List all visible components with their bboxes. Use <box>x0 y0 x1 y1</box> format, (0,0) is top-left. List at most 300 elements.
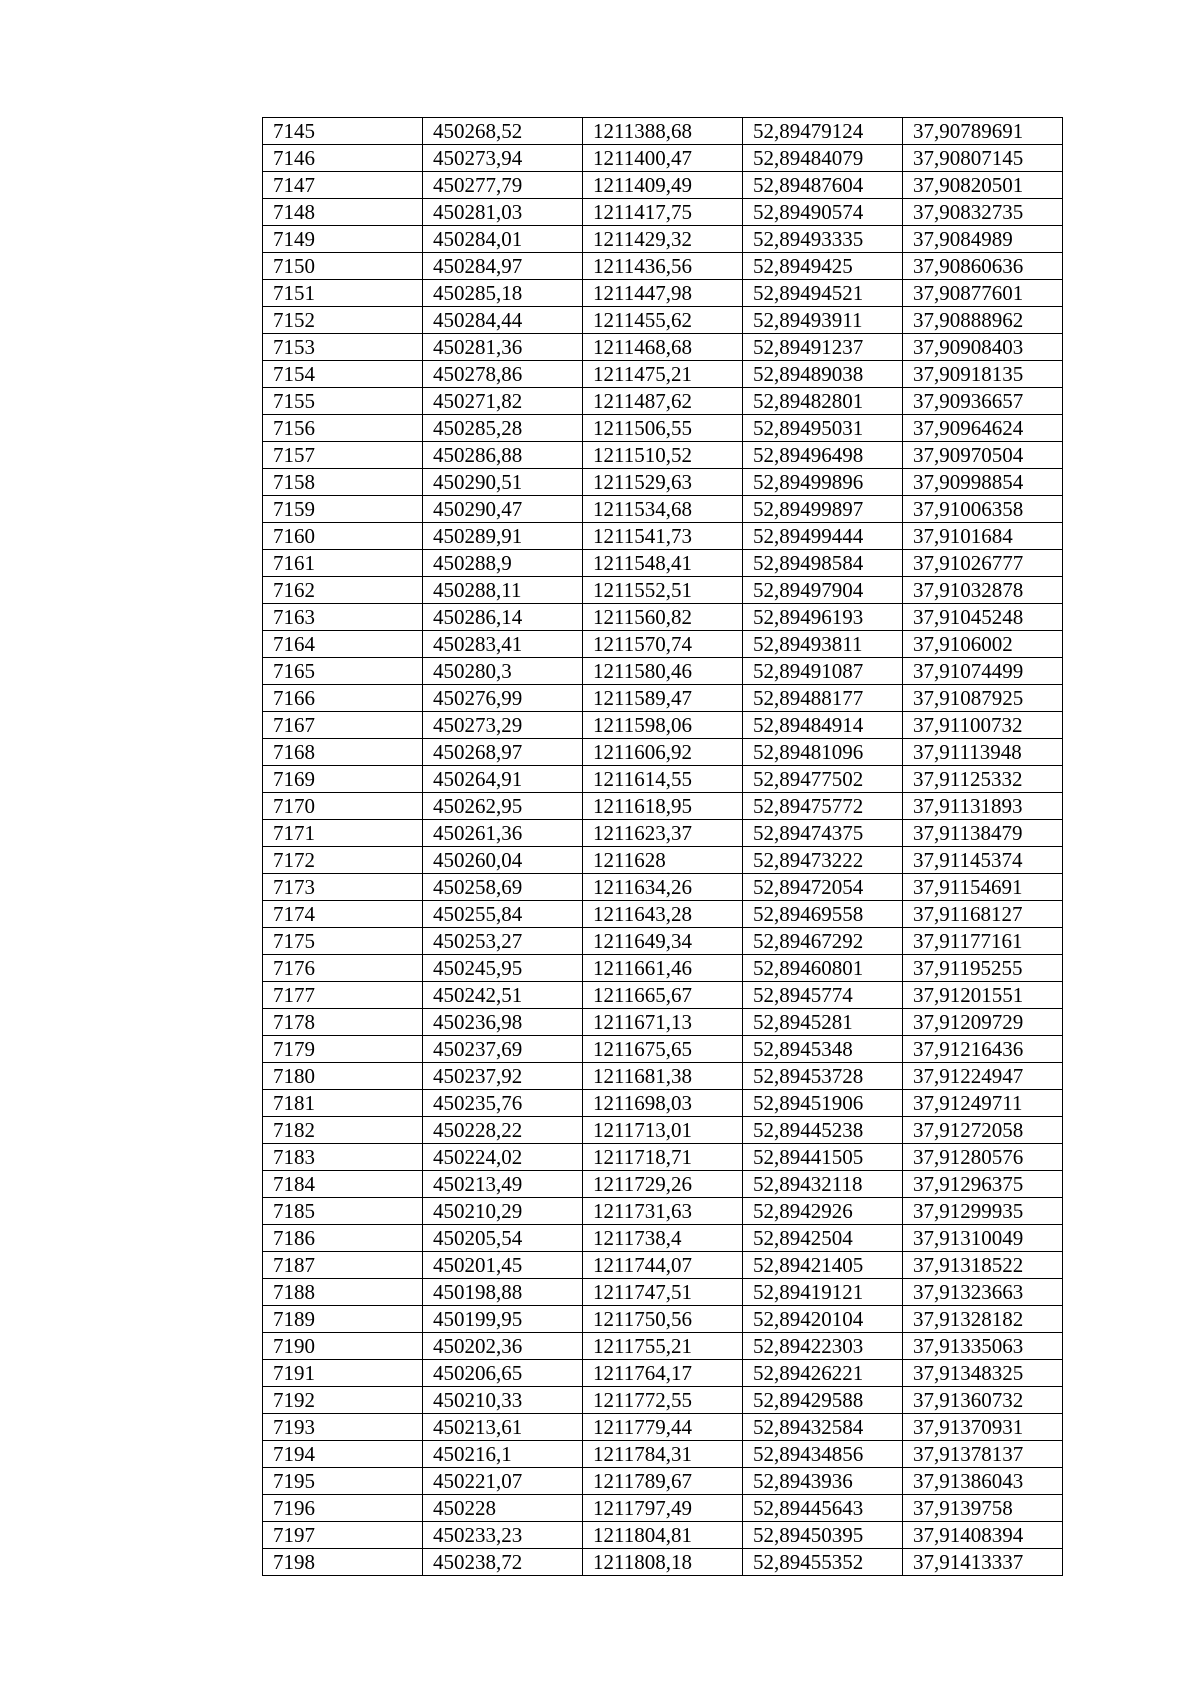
latitude-cell: 52,89445238 <box>743 1117 903 1144</box>
table-row <box>263 766 1063 793</box>
latitude-cell: 52,89493811 <box>743 631 903 658</box>
latitude-cell: 52,8945348 <box>743 1036 903 1063</box>
x-coordinate-cell: 450201,45 <box>423 1252 583 1279</box>
latitude-cell: 52,89441505 <box>743 1144 903 1171</box>
longitude-cell: 37,91318522 <box>903 1252 1063 1279</box>
point-number-cell: 7167 <box>263 712 423 739</box>
point-number-cell: 7170 <box>263 793 423 820</box>
point-number-cell: 7164 <box>263 631 423 658</box>
point-number-cell: 7161 <box>263 550 423 577</box>
latitude-cell: 52,89499897 <box>743 496 903 523</box>
table-row <box>263 1441 1063 1468</box>
table-row <box>263 874 1063 901</box>
table-row <box>263 145 1063 172</box>
latitude-cell: 52,89453728 <box>743 1063 903 1090</box>
longitude-cell: 37,91138479 <box>903 820 1063 847</box>
table-row <box>263 1414 1063 1441</box>
longitude-cell: 37,91201551 <box>903 982 1063 1009</box>
longitude-cell: 37,91145374 <box>903 847 1063 874</box>
longitude-cell: 37,91224947 <box>903 1063 1063 1090</box>
longitude-cell: 37,90888962 <box>903 307 1063 334</box>
point-number-cell: 7179 <box>263 1036 423 1063</box>
x-coordinate-cell: 450277,79 <box>423 172 583 199</box>
point-number-cell: 7184 <box>263 1171 423 1198</box>
longitude-cell: 37,9084989 <box>903 226 1063 253</box>
y-coordinate-cell: 1211436,56 <box>583 253 743 280</box>
latitude-cell: 52,89473222 <box>743 847 903 874</box>
y-coordinate-cell: 1211548,41 <box>583 550 743 577</box>
x-coordinate-cell: 450271,82 <box>423 388 583 415</box>
y-coordinate-cell: 1211506,55 <box>583 415 743 442</box>
latitude-cell: 52,89450395 <box>743 1522 903 1549</box>
point-number-cell: 7182 <box>263 1117 423 1144</box>
latitude-cell: 52,89434856 <box>743 1441 903 1468</box>
table-row <box>263 1306 1063 1333</box>
longitude-cell: 37,90832735 <box>903 199 1063 226</box>
latitude-cell: 52,89422303 <box>743 1333 903 1360</box>
latitude-cell: 52,89496193 <box>743 604 903 631</box>
longitude-cell: 37,91168127 <box>903 901 1063 928</box>
longitude-cell: 37,90860636 <box>903 253 1063 280</box>
y-coordinate-cell: 1211675,65 <box>583 1036 743 1063</box>
x-coordinate-cell: 450237,92 <box>423 1063 583 1090</box>
y-coordinate-cell: 1211779,44 <box>583 1414 743 1441</box>
latitude-cell: 52,89493335 <box>743 226 903 253</box>
x-coordinate-cell: 450278,86 <box>423 361 583 388</box>
point-number-cell: 7166 <box>263 685 423 712</box>
point-number-cell: 7190 <box>263 1333 423 1360</box>
point-number-cell: 7193 <box>263 1414 423 1441</box>
y-coordinate-cell: 1211487,62 <box>583 388 743 415</box>
longitude-cell: 37,91296375 <box>903 1171 1063 1198</box>
longitude-cell: 37,91280576 <box>903 1144 1063 1171</box>
longitude-cell: 37,91386043 <box>903 1468 1063 1495</box>
y-coordinate-cell: 1211744,07 <box>583 1252 743 1279</box>
latitude-cell: 52,89489038 <box>743 361 903 388</box>
table-row <box>263 820 1063 847</box>
x-coordinate-cell: 450285,28 <box>423 415 583 442</box>
latitude-cell: 52,89496498 <box>743 442 903 469</box>
latitude-cell: 52,89469558 <box>743 901 903 928</box>
y-coordinate-cell: 1211475,21 <box>583 361 743 388</box>
x-coordinate-cell: 450289,91 <box>423 523 583 550</box>
longitude-cell: 37,91348325 <box>903 1360 1063 1387</box>
table-row <box>263 847 1063 874</box>
x-coordinate-cell: 450286,88 <box>423 442 583 469</box>
latitude-cell: 52,89495031 <box>743 415 903 442</box>
table-row <box>263 685 1063 712</box>
point-number-cell: 7183 <box>263 1144 423 1171</box>
point-number-cell: 7147 <box>263 172 423 199</box>
x-coordinate-cell: 450199,95 <box>423 1306 583 1333</box>
table-row <box>263 442 1063 469</box>
table-row <box>263 307 1063 334</box>
point-number-cell: 7186 <box>263 1225 423 1252</box>
y-coordinate-cell: 1211400,47 <box>583 145 743 172</box>
longitude-cell: 37,91131893 <box>903 793 1063 820</box>
longitude-cell: 37,91249711 <box>903 1090 1063 1117</box>
longitude-cell: 37,9139758 <box>903 1495 1063 1522</box>
latitude-cell: 52,89479124 <box>743 118 903 145</box>
longitude-cell: 37,91125332 <box>903 766 1063 793</box>
point-number-cell: 7158 <box>263 469 423 496</box>
point-number-cell: 7192 <box>263 1387 423 1414</box>
y-coordinate-cell: 1211570,74 <box>583 631 743 658</box>
y-coordinate-cell: 1211388,68 <box>583 118 743 145</box>
table-row <box>263 361 1063 388</box>
x-coordinate-cell: 450290,47 <box>423 496 583 523</box>
point-number-cell: 7145 <box>263 118 423 145</box>
latitude-cell: 52,89484914 <box>743 712 903 739</box>
x-coordinate-cell: 450288,9 <box>423 550 583 577</box>
latitude-cell: 52,8945281 <box>743 1009 903 1036</box>
point-number-cell: 7176 <box>263 955 423 982</box>
longitude-cell: 37,91310049 <box>903 1225 1063 1252</box>
point-number-cell: 7185 <box>263 1198 423 1225</box>
x-coordinate-cell: 450273,29 <box>423 712 583 739</box>
table-row <box>263 523 1063 550</box>
longitude-cell: 37,90964624 <box>903 415 1063 442</box>
latitude-cell: 52,89475772 <box>743 793 903 820</box>
point-number-cell: 7174 <box>263 901 423 928</box>
y-coordinate-cell: 1211764,17 <box>583 1360 743 1387</box>
x-coordinate-cell: 450280,3 <box>423 658 583 685</box>
x-coordinate-cell: 450202,36 <box>423 1333 583 1360</box>
longitude-cell: 37,91408394 <box>903 1522 1063 1549</box>
point-number-cell: 7151 <box>263 280 423 307</box>
x-coordinate-cell: 450205,54 <box>423 1225 583 1252</box>
latitude-cell: 52,89481096 <box>743 739 903 766</box>
latitude-cell: 52,8942504 <box>743 1225 903 1252</box>
x-coordinate-cell: 450198,88 <box>423 1279 583 1306</box>
table-row <box>263 1468 1063 1495</box>
x-coordinate-cell: 450238,72 <box>423 1549 583 1576</box>
x-coordinate-cell: 450228,22 <box>423 1117 583 1144</box>
y-coordinate-cell: 1211784,31 <box>583 1441 743 1468</box>
y-coordinate-cell: 1211560,82 <box>583 604 743 631</box>
x-coordinate-cell: 450262,95 <box>423 793 583 820</box>
table-row <box>263 658 1063 685</box>
point-number-cell: 7191 <box>263 1360 423 1387</box>
table-row <box>263 955 1063 982</box>
y-coordinate-cell: 1211510,52 <box>583 442 743 469</box>
latitude-cell: 52,89472054 <box>743 874 903 901</box>
table-row <box>263 1252 1063 1279</box>
longitude-cell: 37,91335063 <box>903 1333 1063 1360</box>
latitude-cell: 52,89490574 <box>743 199 903 226</box>
point-number-cell: 7178 <box>263 1009 423 1036</box>
x-coordinate-cell: 450268,97 <box>423 739 583 766</box>
y-coordinate-cell: 1211713,01 <box>583 1117 743 1144</box>
x-coordinate-cell: 450228 <box>423 1495 583 1522</box>
longitude-cell: 37,91209729 <box>903 1009 1063 1036</box>
table-row <box>263 253 1063 280</box>
y-coordinate-cell: 1211804,81 <box>583 1522 743 1549</box>
table-row <box>263 793 1063 820</box>
latitude-cell: 52,89488177 <box>743 685 903 712</box>
x-coordinate-cell: 450283,41 <box>423 631 583 658</box>
longitude-cell: 37,91299935 <box>903 1198 1063 1225</box>
point-number-cell: 7195 <box>263 1468 423 1495</box>
latitude-cell: 52,8943936 <box>743 1468 903 1495</box>
point-number-cell: 7155 <box>263 388 423 415</box>
y-coordinate-cell: 1211552,51 <box>583 577 743 604</box>
x-coordinate-cell: 450221,07 <box>423 1468 583 1495</box>
latitude-cell: 52,89467292 <box>743 928 903 955</box>
y-coordinate-cell: 1211409,49 <box>583 172 743 199</box>
x-coordinate-cell: 450264,91 <box>423 766 583 793</box>
latitude-cell: 52,8949425 <box>743 253 903 280</box>
point-number-cell: 7157 <box>263 442 423 469</box>
table-row <box>263 1009 1063 1036</box>
y-coordinate-cell: 1211789,67 <box>583 1468 743 1495</box>
x-coordinate-cell: 450242,51 <box>423 982 583 1009</box>
longitude-cell: 37,91074499 <box>903 658 1063 685</box>
latitude-cell: 52,89491087 <box>743 658 903 685</box>
longitude-cell: 37,91100732 <box>903 712 1063 739</box>
x-coordinate-cell: 450206,65 <box>423 1360 583 1387</box>
table-row <box>263 172 1063 199</box>
latitude-cell: 52,89460801 <box>743 955 903 982</box>
longitude-cell: 37,91087925 <box>903 685 1063 712</box>
longitude-cell: 37,91360732 <box>903 1387 1063 1414</box>
y-coordinate-cell: 1211738,4 <box>583 1225 743 1252</box>
y-coordinate-cell: 1211681,38 <box>583 1063 743 1090</box>
x-coordinate-cell: 450255,84 <box>423 901 583 928</box>
y-coordinate-cell: 1211447,98 <box>583 280 743 307</box>
table-row <box>263 1063 1063 1090</box>
x-coordinate-cell: 450213,61 <box>423 1414 583 1441</box>
latitude-cell: 52,89432584 <box>743 1414 903 1441</box>
longitude-cell: 37,91026777 <box>903 550 1063 577</box>
point-number-cell: 7177 <box>263 982 423 1009</box>
point-number-cell: 7156 <box>263 415 423 442</box>
latitude-cell: 52,89445643 <box>743 1495 903 1522</box>
x-coordinate-cell: 450273,94 <box>423 145 583 172</box>
latitude-cell: 52,89455352 <box>743 1549 903 1576</box>
y-coordinate-cell: 1211417,75 <box>583 199 743 226</box>
y-coordinate-cell: 1211468,68 <box>583 334 743 361</box>
x-coordinate-cell: 450210,29 <box>423 1198 583 1225</box>
point-number-cell: 7150 <box>263 253 423 280</box>
x-coordinate-cell: 450213,49 <box>423 1171 583 1198</box>
point-number-cell: 7153 <box>263 334 423 361</box>
point-number-cell: 7175 <box>263 928 423 955</box>
point-number-cell: 7154 <box>263 361 423 388</box>
y-coordinate-cell: 1211618,95 <box>583 793 743 820</box>
table-row <box>263 1387 1063 1414</box>
point-number-cell: 7194 <box>263 1441 423 1468</box>
y-coordinate-cell: 1211606,92 <box>583 739 743 766</box>
table-row <box>263 550 1063 577</box>
point-number-cell: 7189 <box>263 1306 423 1333</box>
latitude-cell: 52,89477502 <box>743 766 903 793</box>
table-row <box>263 199 1063 226</box>
x-coordinate-cell: 450286,14 <box>423 604 583 631</box>
y-coordinate-cell: 1211808,18 <box>583 1549 743 1576</box>
y-coordinate-cell: 1211750,56 <box>583 1306 743 1333</box>
longitude-cell: 37,90918135 <box>903 361 1063 388</box>
y-coordinate-cell: 1211797,49 <box>583 1495 743 1522</box>
longitude-cell: 37,91032878 <box>903 577 1063 604</box>
table-row <box>263 1198 1063 1225</box>
coordinates-table-body <box>263 118 1063 1576</box>
longitude-cell: 37,90820501 <box>903 172 1063 199</box>
latitude-cell: 52,89499444 <box>743 523 903 550</box>
x-coordinate-cell: 450236,98 <box>423 1009 583 1036</box>
x-coordinate-cell: 450224,02 <box>423 1144 583 1171</box>
latitude-cell: 52,89497904 <box>743 577 903 604</box>
point-number-cell: 7172 <box>263 847 423 874</box>
table-row <box>263 1360 1063 1387</box>
point-number-cell: 7152 <box>263 307 423 334</box>
latitude-cell: 52,8942926 <box>743 1198 903 1225</box>
latitude-cell: 52,89429588 <box>743 1387 903 1414</box>
longitude-cell: 37,90789691 <box>903 118 1063 145</box>
y-coordinate-cell: 1211623,37 <box>583 820 743 847</box>
x-coordinate-cell: 450284,97 <box>423 253 583 280</box>
point-number-cell: 7181 <box>263 1090 423 1117</box>
y-coordinate-cell: 1211589,47 <box>583 685 743 712</box>
longitude-cell: 37,91195255 <box>903 955 1063 982</box>
point-number-cell: 7171 <box>263 820 423 847</box>
table-row <box>263 982 1063 1009</box>
x-coordinate-cell: 450245,95 <box>423 955 583 982</box>
x-coordinate-cell: 450290,51 <box>423 469 583 496</box>
y-coordinate-cell: 1211529,63 <box>583 469 743 496</box>
table-row <box>263 496 1063 523</box>
y-coordinate-cell: 1211534,68 <box>583 496 743 523</box>
table-row <box>263 415 1063 442</box>
longitude-cell: 37,91045248 <box>903 604 1063 631</box>
y-coordinate-cell: 1211772,55 <box>583 1387 743 1414</box>
y-coordinate-cell: 1211643,28 <box>583 901 743 928</box>
longitude-cell: 37,90807145 <box>903 145 1063 172</box>
table-row <box>263 928 1063 955</box>
x-coordinate-cell: 450233,23 <box>423 1522 583 1549</box>
x-coordinate-cell: 450216,1 <box>423 1441 583 1468</box>
table-row <box>263 712 1063 739</box>
point-number-cell: 7168 <box>263 739 423 766</box>
table-row <box>263 1549 1063 1576</box>
y-coordinate-cell: 1211455,62 <box>583 307 743 334</box>
latitude-cell: 52,8945774 <box>743 982 903 1009</box>
point-number-cell: 7197 <box>263 1522 423 1549</box>
x-coordinate-cell: 450253,27 <box>423 928 583 955</box>
longitude-cell: 37,90998854 <box>903 469 1063 496</box>
table-row <box>263 1333 1063 1360</box>
latitude-cell: 52,89451906 <box>743 1090 903 1117</box>
point-number-cell: 7196 <box>263 1495 423 1522</box>
longitude-cell: 37,91328182 <box>903 1306 1063 1333</box>
table-row <box>263 118 1063 145</box>
table-row <box>263 901 1063 928</box>
longitude-cell: 37,90877601 <box>903 280 1063 307</box>
y-coordinate-cell: 1211729,26 <box>583 1171 743 1198</box>
longitude-cell: 37,91378137 <box>903 1441 1063 1468</box>
latitude-cell: 52,89491237 <box>743 334 903 361</box>
table-row <box>263 469 1063 496</box>
x-coordinate-cell: 450261,36 <box>423 820 583 847</box>
longitude-cell: 37,90908403 <box>903 334 1063 361</box>
x-coordinate-cell: 450284,01 <box>423 226 583 253</box>
longitude-cell: 37,91113948 <box>903 739 1063 766</box>
point-number-cell: 7149 <box>263 226 423 253</box>
y-coordinate-cell: 1211598,06 <box>583 712 743 739</box>
y-coordinate-cell: 1211755,21 <box>583 1333 743 1360</box>
latitude-cell: 52,89421405 <box>743 1252 903 1279</box>
table-row <box>263 226 1063 253</box>
y-coordinate-cell: 1211649,34 <box>583 928 743 955</box>
latitude-cell: 52,89474375 <box>743 820 903 847</box>
table-row <box>263 604 1063 631</box>
y-coordinate-cell: 1211661,46 <box>583 955 743 982</box>
table-row <box>263 631 1063 658</box>
y-coordinate-cell: 1211580,46 <box>583 658 743 685</box>
table-row <box>263 1144 1063 1171</box>
longitude-cell: 37,91006358 <box>903 496 1063 523</box>
latitude-cell: 52,89420104 <box>743 1306 903 1333</box>
x-coordinate-cell: 450288,11 <box>423 577 583 604</box>
latitude-cell: 52,89499896 <box>743 469 903 496</box>
latitude-cell: 52,89484079 <box>743 145 903 172</box>
latitude-cell: 52,89432118 <box>743 1171 903 1198</box>
x-coordinate-cell: 450260,04 <box>423 847 583 874</box>
table-row <box>263 1495 1063 1522</box>
latitude-cell: 52,89487604 <box>743 172 903 199</box>
y-coordinate-cell: 1211698,03 <box>583 1090 743 1117</box>
x-coordinate-cell: 450281,03 <box>423 199 583 226</box>
x-coordinate-cell: 450210,33 <box>423 1387 583 1414</box>
point-number-cell: 7163 <box>263 604 423 631</box>
latitude-cell: 52,89493911 <box>743 307 903 334</box>
y-coordinate-cell: 1211671,13 <box>583 1009 743 1036</box>
table-row <box>263 334 1063 361</box>
y-coordinate-cell: 1211665,67 <box>583 982 743 1009</box>
table-row <box>263 280 1063 307</box>
table-row <box>263 388 1063 415</box>
longitude-cell: 37,91370931 <box>903 1414 1063 1441</box>
point-number-cell: 7198 <box>263 1549 423 1576</box>
latitude-cell: 52,89498584 <box>743 550 903 577</box>
point-number-cell: 7188 <box>263 1279 423 1306</box>
x-coordinate-cell: 450268,52 <box>423 118 583 145</box>
longitude-cell: 37,9106002 <box>903 631 1063 658</box>
y-coordinate-cell: 1211614,55 <box>583 766 743 793</box>
longitude-cell: 37,91177161 <box>903 928 1063 955</box>
x-coordinate-cell: 450281,36 <box>423 334 583 361</box>
y-coordinate-cell: 1211628 <box>583 847 743 874</box>
point-number-cell: 7162 <box>263 577 423 604</box>
longitude-cell: 37,90970504 <box>903 442 1063 469</box>
table-row <box>263 1279 1063 1306</box>
y-coordinate-cell: 1211541,73 <box>583 523 743 550</box>
point-number-cell: 7165 <box>263 658 423 685</box>
y-coordinate-cell: 1211731,63 <box>583 1198 743 1225</box>
x-coordinate-cell: 450284,44 <box>423 307 583 334</box>
table-row <box>263 1171 1063 1198</box>
point-number-cell: 7187 <box>263 1252 423 1279</box>
x-coordinate-cell: 450285,18 <box>423 280 583 307</box>
latitude-cell: 52,89494521 <box>743 280 903 307</box>
point-number-cell: 7146 <box>263 145 423 172</box>
point-number-cell: 7180 <box>263 1063 423 1090</box>
x-coordinate-cell: 450258,69 <box>423 874 583 901</box>
table-row <box>263 577 1063 604</box>
longitude-cell: 37,9101684 <box>903 523 1063 550</box>
longitude-cell: 37,91154691 <box>903 874 1063 901</box>
point-number-cell: 7173 <box>263 874 423 901</box>
